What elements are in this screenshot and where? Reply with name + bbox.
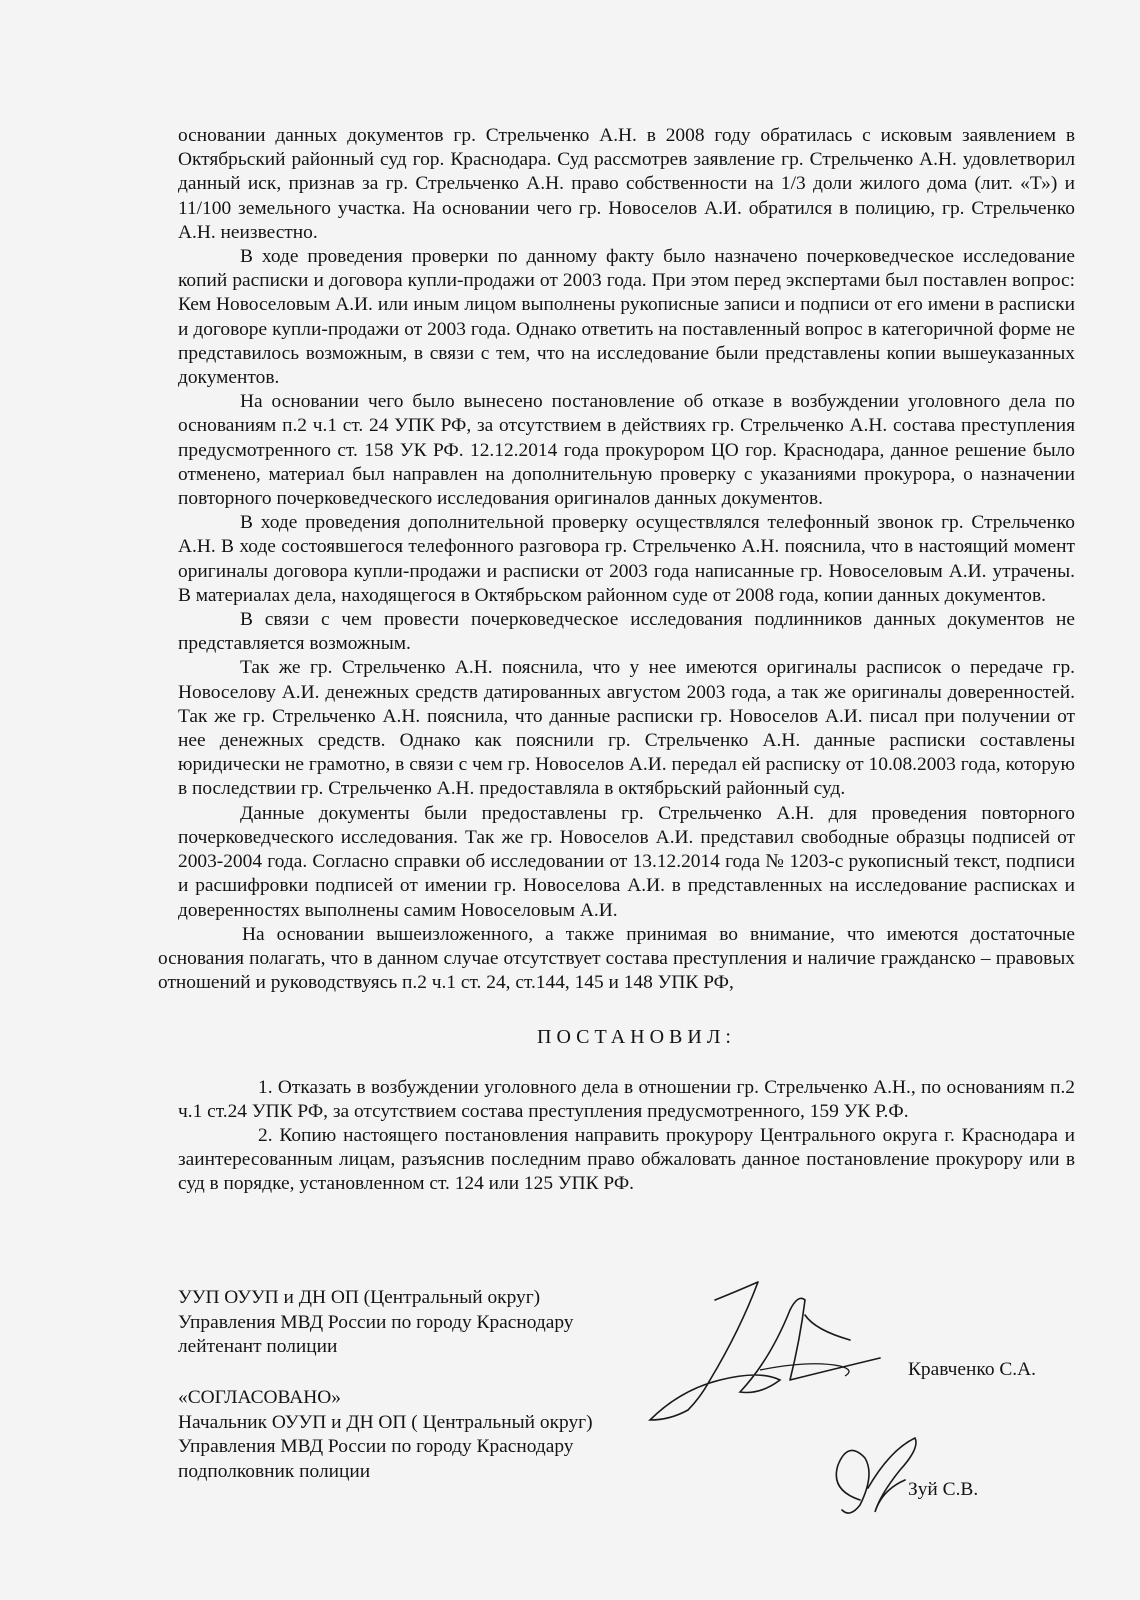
paragraph-8: На основании вышеизложенного, а также принимая во внимание, что имеются достаточные основания полагать, что в данном случае отсутствует состава преступления и наличие гражданско – правовых отношений и руководствуясь п.2 ч.1 ст. 24, ст.144, 145 и 148 УПК РФ,	[158, 923, 1075, 994]
chief-rank: подполковник полиции	[178, 1460, 371, 1482]
signature-block-chief	[178, 1386, 593, 1484]
paragraph-4: В ходе проведения дополнительной проверку осуществлялся телефонный звонок гр. Стрельченко А.Н. В ходе состоявшегося телефонного разговора гр. Стрельченко А.Н. пояснила, что в настоящий момент оригиналы договора купли-продажи и расписки от 2003 года написанные гр. Новоселовым А.И. утрачены. В материалах дела, находящегося в Октябрьском районном суде от 2008 года, копии данных документов.	[178, 512, 1075, 606]
officer-position-line-1: УУП ОУУП и ДН ОП (Центральный округ)	[178, 1287, 541, 1308]
paragraph-3: На основании чего было вынесено постановление об отказе в возбуждении уголовного дела по основаниям п.2 ч.1 ст. 24 УПК РФ, за отсутствием в действиях гр. Стрельченко А.Н. состава преступления предусмотренного ст. 158 УК РФ. 12.12.2014 года прокурором ЦО гор. Краснодара, данное решение было отменено, материал был направлен на дополнительную проверку с указаниями прокурора, о назначении повторного почерковедческого исследования оригиналов данных документов.	[178, 391, 1075, 510]
officer-name: Кравченко С.А.	[908, 1359, 1036, 1380]
paragraph-7: Данные документы были предоставлены гр. Стрельченко А.Н. для проведения повторного почерковедческого исследования. Так же гр. Новоселов А.И. представил свободные образцы подписей от 2003-2004 года. Согласно справки об исследовании от 13.12.2014 года № 1203-с рукописный текст, подписи и расшифровки подписей от имении гр. Новоселова А.И. в представленных на исследование расписках и доверенностях выполнены самим Новоселовым А.И.	[178, 802, 1075, 921]
officer-rank: лейтенант полиции	[178, 1336, 338, 1358]
resolution-heading: ПОСТАНОВИЛ:	[537, 1026, 736, 1049]
paragraph-5: В связи с чем провести почерковедческое исследования подлинников данных документов не представляется возможным.	[178, 609, 1075, 655]
paragraph-6: Так же гр. Стрельченко А.Н. пояснила, что у нее имеются оригиналы расписок о передаче гр. Новоселову А.И. денежных средств датированных августом 2003 года, а так же оригиналы доверенностей. Так же гр. Стрельченко А.Н. пояснила, что данные расписки гр. Новоселов А.И. писал при получении от нее денежных средств. Однако как пояснили гр. Стрельченко А.Н. данные расписки составлены юридически не грамотно, в связи с чем гр. Новоселов А.И. передал ей расписку от 10.08.2003 года, которую в последствии гр. Стрельченко А.Н. предоставляла в октябрьский районный суд.	[178, 657, 1075, 800]
chief-signature-image	[820, 1430, 940, 1520]
signature-block-officer	[178, 1286, 574, 1360]
officer-position-line-2: Управления МВД России по городу Краснодару	[178, 1311, 574, 1333]
resolution-orders	[178, 1076, 1075, 1197]
paragraph-1: основании данных документов гр. Стрельченко А.Н. в 2008 году обратилась с исковым заявлением в Октябрьский районный суд гор. Краснодара. Суд рассмотрев заявление гр. Стрельченко А.Н. удовлетворил данный иск, признав за гр. Стрельченко А.Н. право собственности на 1/3 доли жилого дома (лит. «Т») и 11/100 земельного участка. На основании чего гр. Новоселов А.И. обратился в полицию, гр. Стрельченко А.Н. неизвестно.	[178, 125, 1075, 243]
paragraph-2: В ходе проведения проверки по данному факту было назначено почерковедческое исследование копий расписки и договора купли-продажи от 2003 года. При этом перед экспертами был поставлен вопрос: Кем Новоселовым А.И. или иным лицом выполнены рукописные записи и подписи от его имени в расписки и договоре купли-продажи от 2003 года. Однако ответить на поставленный вопрос в категоричной форме не представилось возможным, в связи с тем, что на исследование были представлены копии вышеуказанных документов.	[178, 246, 1075, 389]
approval-mark: «СОГЛАСОВАНО»	[178, 1387, 341, 1408]
chief-name: Зуй С.В.	[908, 1479, 979, 1500]
order-2: 2. Копию настоящего постановления направить прокурору Центрального округа г. Краснодара и заинтересованным лицам, разъяснив последним право обжаловать данное постановление прокурору или в суд в порядке, установленном ст. 124 или 125 УПК РФ.	[178, 1124, 1075, 1195]
officer-signature-image	[640, 1270, 900, 1430]
order-1: 1. Отказать в возбуждении уголовного дела в отношении гр. Стрельченко А.Н., по основаниям п.2 ч.1 ст.24 УПК РФ, за отсутствием состава преступления предусмотренного, 159 УК Р.Ф.	[178, 1076, 1075, 1122]
chief-position-line-1: Начальник ОУУП и ДН ОП ( Центральный округ)	[178, 1411, 593, 1433]
document-body	[158, 124, 1075, 1197]
chief-position-line-2: Управления МВД России по городу Краснодару	[178, 1436, 574, 1458]
